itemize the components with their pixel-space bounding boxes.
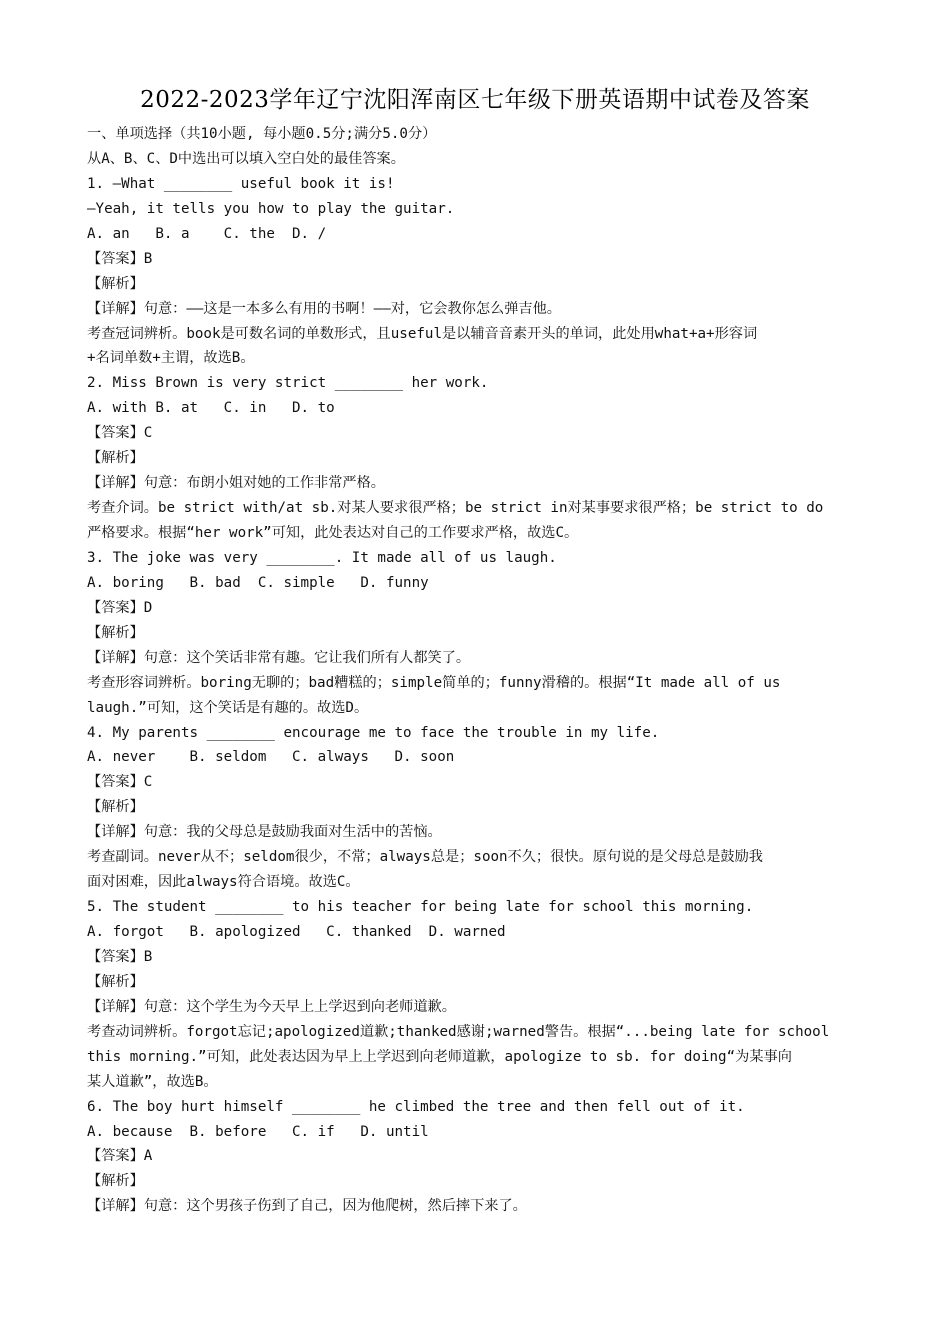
text-line: 【答案】C [87, 425, 153, 442]
text-line: 【解析】 [87, 275, 144, 292]
text-line: 【答案】B [87, 948, 153, 965]
text-line: 【解析】 [87, 450, 144, 467]
text-line: 从A、B、C、D中选出可以填入空白处的最佳答案。 [87, 150, 405, 167]
text-line: 考查介词。be strict with/at sb.对某人要求很严格；be strict in对某事要求很严格；be strict to do [87, 500, 824, 517]
text-line: 考查形容词辨析。boring无聊的；bad糟糕的；simple简单的；funny滑稽的。根据“It made all of us [87, 674, 781, 691]
text-line: 【答案】D [87, 599, 153, 616]
text-line: 【解析】 [87, 1173, 144, 1190]
text-line: 5. The student ________ to his teacher for being late for school this morning. [87, 899, 754, 916]
text-line: 2. Miss Brown is very strict ________ her work. [87, 375, 489, 392]
text-line: 【答案】A [87, 1148, 153, 1165]
text-line: 一、单项选择（共10小题, 每小题0.5分;满分5.0分） [87, 126, 437, 142]
text-line: 3. The joke was very ________. It made all of us laugh. [87, 549, 557, 566]
text-line: A. an B. a C. the D. / [87, 225, 327, 242]
text-line: 考查动词辨析。forgot忘记;apologized道歉;thanked感谢;warned警告。根据“...being late for school [87, 1023, 830, 1040]
text-line: 【详解】句意：布朗小姐对她的工作非常严格。 [87, 475, 385, 492]
text-line: laugh.”可知，这个笑话是有趣的。故选D。 [87, 699, 369, 716]
text-line: A. because B. before C. if D. until [87, 1123, 429, 1140]
text-line: 6. The boy hurt himself ________ he climbed the tree and then fell out of it. [87, 1098, 745, 1115]
text-line: —Yeah, it tells you how to play the guitar. [87, 200, 455, 217]
text-line: A. forgot B. apologized C. thanked D. warned [87, 924, 506, 940]
text-line: 【详解】句意：——这是一本多么有用的书啊！——对，它会教你怎么弹吉他。 [87, 300, 561, 317]
text-line: 某人道歉”，故选B。 [87, 1073, 218, 1090]
text-line: 面对困难，因此always符合语境。故选C。 [87, 874, 360, 891]
text-line: 【详解】句意：我的父母总是鼓励我面对生活中的苦恼。 [87, 824, 442, 841]
text-line: 【解析】 [87, 973, 144, 990]
text-line: A. boring B. bad C. simple D. funny [87, 574, 429, 591]
text-line: 【详解】句意：这个学生为今天早上上学迟到向老师道歉。 [87, 998, 456, 1015]
document-body [87, 122, 887, 1219]
text-line: 【答案】C [87, 774, 153, 791]
page-title: 2022-2023学年辽宁沈阳浑南区七年级下册英语期中试卷及答案 [140, 87, 810, 113]
text-line: +名词单数+主谓，故选B。 [87, 350, 255, 367]
text-line: 考查副词。never从不；seldom很少，不常；always总是；soon不久；很快。原句说的是父母总是鼓励我 [87, 849, 763, 866]
text-line: 4. My parents ________ encourage me to face the trouble in my life. [87, 724, 660, 741]
text-line: 【答案】B [87, 250, 153, 267]
text-line: 【详解】句意：这个男孩子伤到了自己，因为他爬树，然后摔下来了。 [87, 1198, 527, 1215]
text-line: A. with B. at C. in D. to [87, 400, 335, 417]
text-line: 【解析】 [87, 799, 144, 816]
text-line: A. never B. seldom C. always D. soon [87, 749, 455, 766]
text-line: this morning.”可知，此处表达因为早上上学迟到向老师道歉，apologize to sb. for doing“为某事向 [87, 1048, 792, 1065]
text-line: 【详解】句意：这个笑话非常有趣。它让我们所有人都笑了。 [87, 649, 471, 666]
text-line: 考查冠词辨析。book是可数名词的单数形式，且useful是以辅音音素开头的单词，此处用what+a+形容词 [87, 325, 758, 342]
text-line: 1. —What ________ useful book it is! [87, 175, 395, 192]
text-line: 严格要求。根据“her work”可知，此处表达对自己的工作要求严格，故选C。 [87, 525, 579, 541]
text-line: 【解析】 [87, 624, 144, 641]
